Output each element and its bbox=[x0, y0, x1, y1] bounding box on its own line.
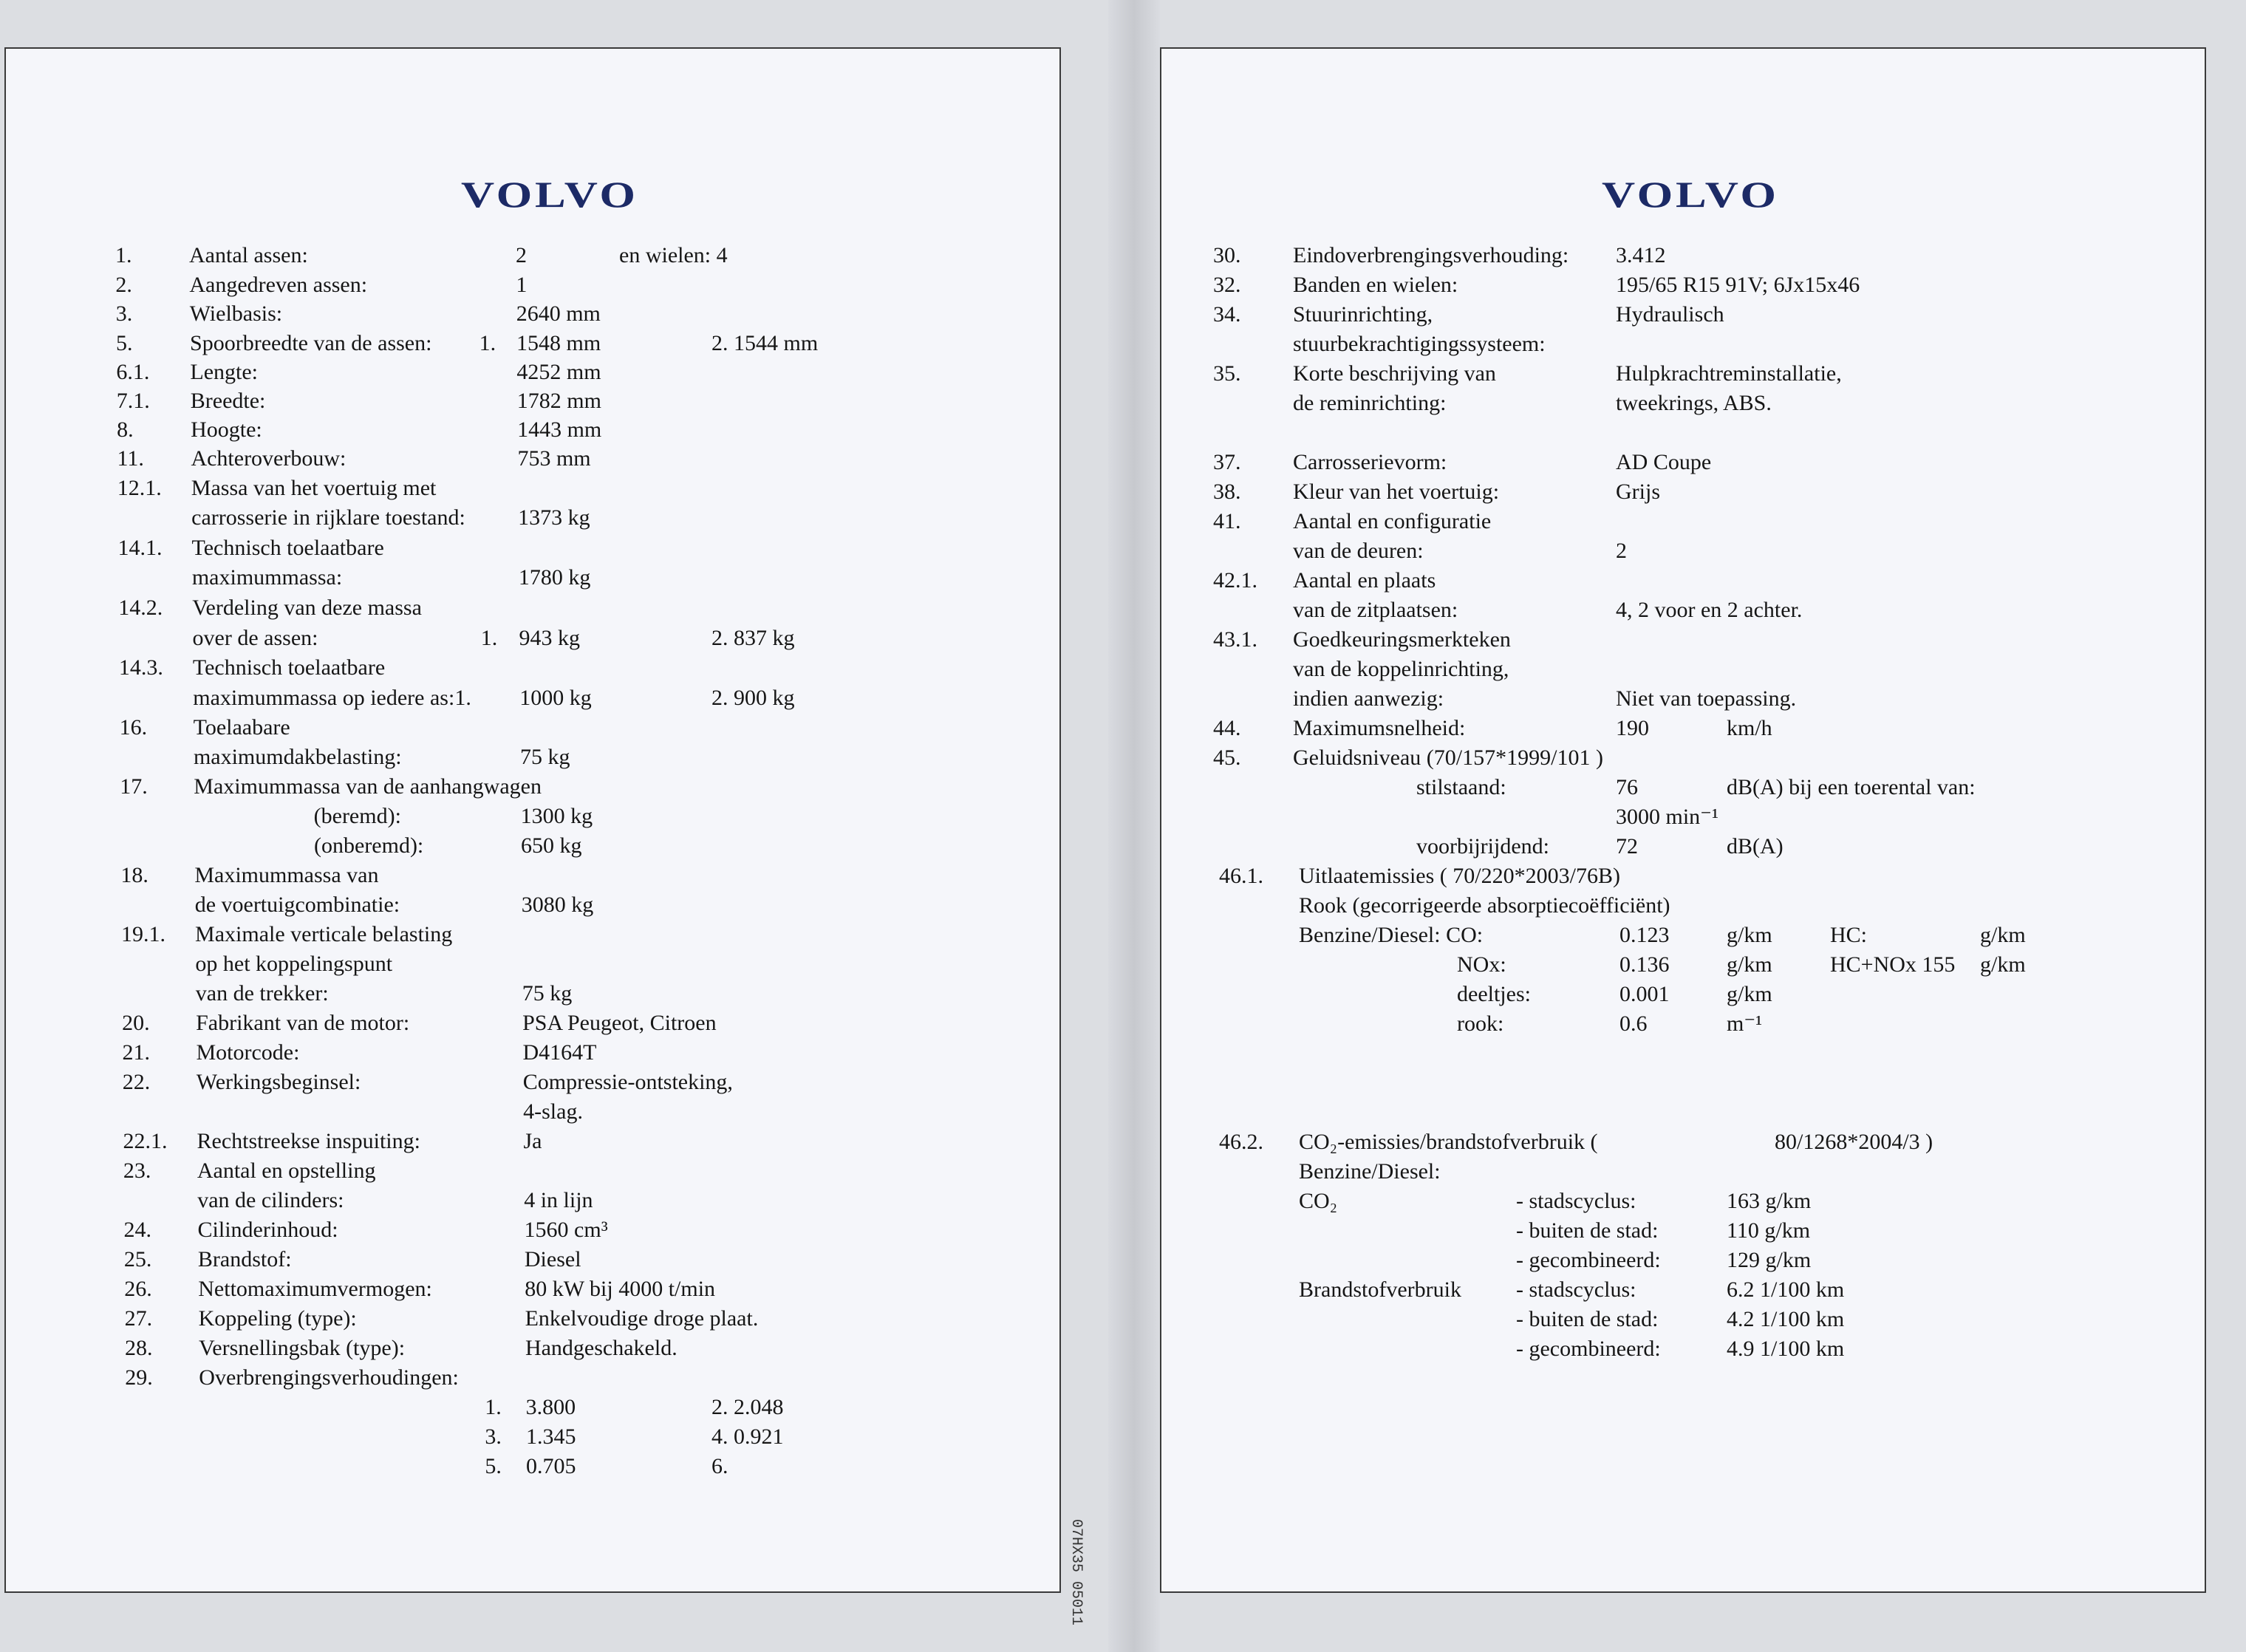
item-extra: HC: bbox=[1830, 923, 1868, 947]
item-label: Aantal en configuratie bbox=[1293, 509, 1492, 533]
item-label: Verdeling van deze massa bbox=[192, 595, 422, 620]
item-label: Brandstof: bbox=[197, 1247, 292, 1272]
item-value: Ja bbox=[523, 1129, 542, 1153]
item-label: CO₂-emissies/brandstofverbruik ( bbox=[1299, 1130, 1598, 1154]
item-label: Banden en wielen: bbox=[1293, 273, 1458, 297]
item-value: Diesel bbox=[524, 1247, 581, 1272]
item-value: 0.705 bbox=[526, 1454, 576, 1478]
item-value: 1782 mm bbox=[516, 389, 601, 413]
item-label: Lengte: bbox=[190, 360, 259, 384]
regulation: 80/1268*2004/3 ) bbox=[1775, 1130, 1933, 1154]
item-value: PSA Peugeot, Citroen bbox=[522, 1011, 717, 1035]
item-number: 19.1. bbox=[121, 922, 166, 946]
item-value: 1443 mm bbox=[517, 417, 602, 442]
item-label: Rechtstreekse inspuiting: bbox=[197, 1129, 420, 1153]
item-number: 43.1. bbox=[1213, 627, 1257, 652]
item-value: 1548 mm bbox=[516, 331, 601, 355]
item-number: 44. bbox=[1213, 716, 1241, 740]
item-number: 28. bbox=[124, 1336, 153, 1360]
item-number: 18. bbox=[120, 863, 149, 887]
item-number: 34. bbox=[1213, 302, 1241, 327]
item-value: Hulpkrachtreminstallatie, bbox=[1616, 361, 1842, 386]
item-value: 4, 2 voor en 2 achter. bbox=[1616, 598, 1803, 622]
item-label: deeltjes: bbox=[1457, 982, 1531, 1006]
item-value: 1.345 bbox=[526, 1424, 576, 1449]
item-label: Fabrikant van de motor: bbox=[196, 1011, 410, 1035]
item-value: 1300 kg bbox=[520, 804, 593, 828]
item-number: 22.1. bbox=[123, 1129, 168, 1153]
item-value: AD Coupe bbox=[1616, 450, 1712, 474]
item-value-2: 6. bbox=[711, 1454, 728, 1478]
item-value: D4164T bbox=[522, 1040, 597, 1065]
item-value: 0.123 bbox=[1619, 923, 1670, 947]
item-value: 163 g/km bbox=[1727, 1189, 1812, 1213]
item-value: 6.2 1/100 km bbox=[1727, 1277, 1845, 1302]
axle-index: 1. bbox=[480, 626, 498, 650]
item-number: 3. bbox=[115, 301, 133, 326]
item-label: Aantal assen: bbox=[189, 243, 308, 267]
item-value: 1560 cm³ bbox=[524, 1218, 608, 1242]
cycle-label: - gecombineerd: bbox=[1516, 1337, 1661, 1361]
item-label: Overbrengingsverhoudingen: bbox=[199, 1365, 459, 1390]
item-label: Nettomaximumvermogen: bbox=[198, 1277, 432, 1301]
item-number: 6.1. bbox=[116, 360, 150, 384]
item-number: 21. bbox=[122, 1040, 150, 1065]
item-value: 80 kW bij 4000 t/min bbox=[525, 1277, 716, 1301]
item-value: 3.800 bbox=[525, 1395, 576, 1419]
item-label: Versnellingsbak (type): bbox=[198, 1336, 406, 1360]
item-number: 46.1. bbox=[1219, 864, 1263, 888]
item-value: 753 mm bbox=[517, 446, 591, 471]
item-label: Maximummassa van bbox=[194, 863, 379, 887]
item-unit: dB(A) bij een toerental van: bbox=[1727, 775, 1976, 799]
item-label: NOx: bbox=[1457, 952, 1506, 977]
item-label: Maximale verticale belasting bbox=[195, 922, 453, 946]
item-label: Aantal en opstelling bbox=[197, 1158, 376, 1183]
item-label: voorbijrijdend: bbox=[1416, 834, 1549, 859]
volvo-logo: VOLVO bbox=[461, 174, 638, 215]
item-number: 5. bbox=[116, 331, 133, 355]
item-label: van de cilinders: bbox=[197, 1188, 344, 1212]
item-number: 42.1. bbox=[1213, 568, 1257, 593]
page-fold bbox=[1108, 0, 1160, 1652]
axle-index: 1. bbox=[485, 1395, 502, 1419]
cycle-label: - buiten de stad: bbox=[1516, 1307, 1659, 1331]
item-unit: m⁻¹ bbox=[1727, 1011, 1763, 1036]
item-number: 22. bbox=[122, 1070, 151, 1094]
item-unit: km/h bbox=[1727, 716, 1772, 740]
item-number: 27. bbox=[124, 1306, 153, 1331]
item-unit: dB(A) bbox=[1727, 834, 1784, 859]
item-value: 650 kg bbox=[521, 833, 582, 858]
item-value: 76 bbox=[1616, 775, 1638, 799]
item-value: 3000 min⁻¹ bbox=[1616, 805, 1718, 829]
item-label: de reminrichting: bbox=[1293, 391, 1447, 415]
item-label: indien aanwezig: bbox=[1293, 686, 1444, 711]
cycle-label: - buiten de stad: bbox=[1516, 1218, 1659, 1243]
item-value: 75 kg bbox=[522, 981, 573, 1006]
item-number: 14.3. bbox=[118, 655, 163, 680]
item-label: op het koppelingspunt bbox=[195, 952, 393, 976]
item-unit: g/km bbox=[1727, 952, 1772, 977]
item-number: 2. bbox=[115, 273, 132, 297]
item-number: 20. bbox=[122, 1011, 150, 1035]
item-value: 1 bbox=[516, 273, 528, 297]
item-label: stilstaand: bbox=[1416, 775, 1506, 799]
item-label: Wielbasis: bbox=[189, 301, 283, 326]
cycle-label: - stadscyclus: bbox=[1516, 1277, 1636, 1302]
item-label: Aantal en plaats bbox=[1293, 568, 1436, 593]
item-label: Spoorbreedte van de assen: bbox=[190, 331, 432, 355]
item-label: van de koppelinrichting, bbox=[1293, 657, 1509, 681]
item-label: Breedte: bbox=[190, 389, 266, 413]
item-value: 195/65 R15 91V; 6Jx15x46 bbox=[1616, 273, 1860, 297]
item-label: van de deuren: bbox=[1293, 539, 1424, 563]
item-value: 129 g/km bbox=[1727, 1248, 1812, 1272]
item-label: Aangedreven assen: bbox=[189, 273, 368, 297]
item-extra: HC+NOx 155 bbox=[1830, 952, 1956, 977]
item-label: Motorcode: bbox=[196, 1040, 300, 1065]
item-number: 45. bbox=[1213, 745, 1241, 770]
item-label: Massa van het voertuig met bbox=[191, 476, 437, 500]
item-value: Enkelvoudige droge plaat. bbox=[525, 1306, 759, 1331]
item-value: 0.001 bbox=[1619, 982, 1670, 1006]
item-value-2: en wielen: 4 bbox=[619, 243, 728, 267]
item-number: 41. bbox=[1213, 509, 1241, 533]
item-value-2: 2. 837 kg bbox=[711, 626, 795, 650]
item-number: 37. bbox=[1213, 450, 1241, 474]
item-unit: g/km bbox=[1727, 982, 1772, 1006]
item-number: 24. bbox=[123, 1218, 152, 1242]
item-label: Benzine/Diesel: CO: bbox=[1299, 923, 1484, 947]
cycle-label: - stadscyclus: bbox=[1516, 1189, 1636, 1213]
item-label: Uitlaatemissies ( 70/220*2003/76B) bbox=[1299, 864, 1620, 888]
item-number: 32. bbox=[1213, 273, 1241, 297]
item-number: 8. bbox=[117, 417, 134, 442]
volvo-logo: VOLVO bbox=[1602, 174, 1779, 215]
item-label: Stuurinrichting, bbox=[1293, 302, 1433, 327]
item-value-2: 2. 900 kg bbox=[711, 686, 795, 710]
item-value: Grijs bbox=[1616, 479, 1660, 504]
axle-index: 5. bbox=[485, 1454, 502, 1478]
item-label: Geluidsniveau (70/157*1999/101 ) bbox=[1293, 745, 1603, 770]
item-number: 16. bbox=[119, 715, 148, 740]
side-code: 07HX35 05011 bbox=[1068, 1519, 1085, 1626]
item-value: 4.2 1/100 km bbox=[1727, 1307, 1845, 1331]
item-value-2: 2. 1544 mm bbox=[711, 331, 819, 355]
item-label: (beremd): bbox=[313, 804, 401, 828]
item-label: Achteroverbouw: bbox=[191, 446, 347, 471]
item-number: 25. bbox=[123, 1247, 152, 1272]
item-value-2: 2. 2.048 bbox=[711, 1395, 784, 1419]
item-number: 11. bbox=[117, 446, 144, 471]
item-label: Technisch toelaatbare bbox=[191, 536, 384, 560]
axle-index: 3. bbox=[485, 1424, 502, 1449]
item-label: Korte beschrijving van bbox=[1293, 361, 1496, 386]
item-value: 1000 kg bbox=[519, 686, 592, 710]
cycle-label: - gecombineerd: bbox=[1516, 1248, 1661, 1272]
item-label: maximummassa: bbox=[191, 565, 343, 590]
item-value: 0.6 bbox=[1619, 1011, 1648, 1036]
item-label: over de assen: bbox=[192, 626, 318, 650]
item-number: 29. bbox=[125, 1365, 153, 1390]
item-number: 30. bbox=[1213, 243, 1241, 267]
item-value: Handgeschakeld. bbox=[525, 1336, 677, 1360]
right-page bbox=[1160, 47, 2206, 1593]
item-value-2: 4. 0.921 bbox=[711, 1424, 784, 1449]
item-label: Maximumsnelheid: bbox=[1293, 716, 1466, 740]
item-value: Niet van toepassing. bbox=[1616, 686, 1797, 711]
item-unit: g/km bbox=[1727, 923, 1772, 947]
item-number: 14.2. bbox=[118, 595, 163, 620]
item-label: stuurbekrachtigingssysteem: bbox=[1293, 332, 1546, 356]
item-label: Maximummassa van de aanhangwagen bbox=[194, 774, 542, 799]
item-label: Rook (gecorrigeerde absorptiecoëfficiënt) bbox=[1299, 893, 1670, 918]
item-label: Toelaabare bbox=[193, 715, 290, 740]
item-value: 943 kg bbox=[519, 626, 581, 650]
item-number: 38. bbox=[1213, 479, 1241, 504]
item-value: 110 g/km bbox=[1727, 1218, 1811, 1243]
item-label: maximummassa op iedere as:1. bbox=[193, 686, 471, 710]
item-number: 14.1. bbox=[117, 536, 163, 560]
item-value: 4 in lijn bbox=[524, 1188, 593, 1212]
item-value: 190 bbox=[1616, 716, 1649, 740]
item-value: Compressie-ontsteking, bbox=[522, 1070, 733, 1094]
item-value: 75 kg bbox=[519, 745, 570, 769]
item-number: 23. bbox=[123, 1158, 151, 1183]
item-value: 4252 mm bbox=[516, 360, 601, 384]
item-value: 1373 kg bbox=[518, 505, 590, 530]
item-label: CO₂ bbox=[1299, 1189, 1338, 1213]
item-value: 2 bbox=[516, 243, 527, 267]
item-value: 1780 kg bbox=[518, 565, 591, 590]
item-label: Technisch toelaatbare bbox=[192, 655, 386, 680]
item-extra-unit: g/km bbox=[1980, 923, 2026, 947]
item-number: 12.1. bbox=[117, 476, 162, 500]
item-label: Hoogte: bbox=[191, 417, 262, 442]
item-label: carrosserie in rijklare toestand: bbox=[191, 505, 465, 530]
item-label: (onberemd): bbox=[314, 833, 424, 858]
left-page bbox=[4, 47, 1085, 1626]
item-label: Kleur van het voertuig: bbox=[1293, 479, 1500, 504]
item-value: 0.136 bbox=[1619, 952, 1670, 977]
item-label: Cilinderinhoud: bbox=[197, 1218, 338, 1242]
item-label: Carrosserievorm: bbox=[1293, 450, 1447, 474]
item-label: van de trekker: bbox=[195, 981, 329, 1006]
item-number: 35. bbox=[1213, 361, 1241, 386]
item-value: 2 bbox=[1616, 539, 1627, 563]
item-label: Koppeling (type): bbox=[198, 1306, 357, 1331]
item-label: van de zitplaatsen: bbox=[1293, 598, 1458, 622]
item-value: 3080 kg bbox=[521, 892, 594, 917]
item-value: tweekrings, ABS. bbox=[1616, 391, 1772, 415]
item-number: 1. bbox=[115, 243, 132, 267]
item-label: Benzine/Diesel: bbox=[1299, 1159, 1441, 1184]
item-label: rook: bbox=[1457, 1011, 1504, 1036]
item-label: Werkingsbeginsel: bbox=[196, 1070, 361, 1094]
item-value: Hydraulisch bbox=[1616, 302, 1724, 327]
item-value: 4-slag. bbox=[523, 1099, 583, 1124]
item-value: 3.412 bbox=[1616, 243, 1666, 267]
item-number: 7.1. bbox=[116, 389, 150, 413]
item-label: Goedkeuringsmerkteken bbox=[1293, 627, 1511, 652]
item-number: 26. bbox=[124, 1277, 152, 1301]
item-number: 46.2. bbox=[1219, 1130, 1263, 1154]
item-value: 4.9 1/100 km bbox=[1727, 1337, 1845, 1361]
item-value: 72 bbox=[1616, 834, 1638, 859]
item-label: de voertuigcombinatie: bbox=[194, 892, 400, 917]
item-label: maximumdakbelasting: bbox=[193, 745, 402, 769]
item-extra-unit: g/km bbox=[1980, 952, 2026, 977]
item-label: Eindoverbrengingsverhouding: bbox=[1293, 243, 1569, 267]
axle-index: 1. bbox=[479, 331, 496, 355]
item-value: 2640 mm bbox=[516, 301, 601, 326]
item-number: 17. bbox=[120, 774, 148, 799]
item-label: Brandstofverbruik bbox=[1299, 1277, 1461, 1302]
